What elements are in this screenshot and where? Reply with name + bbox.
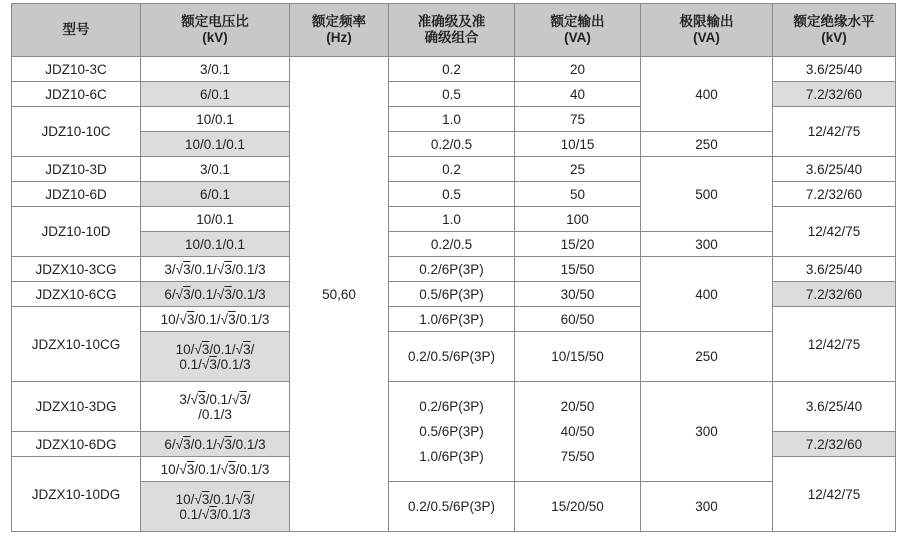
header-insulation: 额定绝缘水平 (kV) bbox=[773, 4, 896, 57]
model-cell: JDZ10-10C bbox=[12, 107, 141, 157]
accuracy-cell: 1.0 bbox=[389, 207, 515, 232]
accuracy-cell: 0.2/6P(3P) 0.5/6P(3P) 1.0/6P(3P) bbox=[389, 382, 515, 482]
header-row bbox=[12, 4, 896, 57]
model-cell: JDZX10-6DG bbox=[12, 432, 141, 457]
table-row bbox=[12, 157, 896, 182]
output-cell: 25 bbox=[515, 157, 641, 182]
output-cell: 60/50 bbox=[515, 307, 641, 332]
insulation-cell: 7.2/32/60 bbox=[773, 82, 896, 107]
accuracy-cell: 1.0 bbox=[389, 107, 515, 132]
model-cell: JDZ10-6C bbox=[12, 82, 141, 107]
accuracy-cell: 0.5/6P(3P) bbox=[389, 282, 515, 307]
model-cell: JDZX10-10CG bbox=[12, 307, 141, 382]
ratio-cell: 6/√3/0.1/√3/0.1/3 bbox=[141, 432, 290, 457]
ratio-cell: 6/√3/0.1/√3/0.1/3 bbox=[141, 282, 290, 307]
model-cell: JDZ10-3D bbox=[12, 157, 141, 182]
ratio-cell: 6/0.1 bbox=[141, 182, 290, 207]
insulation-cell: 12/42/75 bbox=[773, 107, 896, 157]
limit-output-cell: 250 bbox=[641, 332, 773, 382]
insulation-cell: 12/42/75 bbox=[773, 307, 896, 382]
accuracy-cell: 0.5 bbox=[389, 82, 515, 107]
model-cell: JDZ10-10D bbox=[12, 207, 141, 257]
table-row bbox=[12, 132, 896, 157]
limit-output-cell: 400 bbox=[641, 57, 773, 132]
output-cell: 100 bbox=[515, 207, 641, 232]
ratio-cell: 3/0.1 bbox=[141, 157, 290, 182]
table-row bbox=[12, 382, 896, 432]
header-frequency: 额定频率 (Hz) bbox=[290, 4, 389, 57]
model-cell: JDZ10-6D bbox=[12, 182, 141, 207]
table-row bbox=[12, 257, 896, 282]
limit-output-cell: 300 bbox=[641, 382, 773, 482]
output-cell: 15/20/50 bbox=[515, 482, 641, 532]
ratio-cell: 10/√3/0.1/√3/ 0.1/√3/0.1/3 bbox=[141, 482, 290, 532]
table-row bbox=[12, 232, 896, 257]
ratio-cell: 10/√3/0.1/√3/ 0.1/√3/0.1/3 bbox=[141, 332, 290, 382]
accuracy-cell: 0.2/0.5/6P(3P) bbox=[389, 332, 515, 382]
limit-output-cell: 400 bbox=[641, 257, 773, 332]
header-output: 额定输出 (VA) bbox=[515, 4, 641, 57]
ratio-cell: 3/√3/0.1/√3/0.1/3 bbox=[141, 257, 290, 282]
accuracy-cell: 0.2/6P(3P) bbox=[389, 257, 515, 282]
ratio-cell: 10/√3/0.1/√3/0.1/3 bbox=[141, 307, 290, 332]
limit-output-cell: 300 bbox=[641, 232, 773, 257]
accuracy-cell: 0.2 bbox=[389, 157, 515, 182]
limit-output-cell: 300 bbox=[641, 482, 773, 532]
frequency-cell: 50,60 bbox=[290, 57, 389, 532]
ratio-cell: 3/0.1 bbox=[141, 57, 290, 82]
accuracy-cell: 0.2/0.5 bbox=[389, 132, 515, 157]
output-cell: 15/50 bbox=[515, 257, 641, 282]
limit-output-cell: 500 bbox=[641, 157, 773, 232]
table-row bbox=[12, 332, 896, 382]
ratio-cell: 10/0.1/0.1 bbox=[141, 132, 290, 157]
ratio-cell: 10/√3/0.1/√3/0.1/3 bbox=[141, 457, 290, 482]
table-row bbox=[12, 482, 896, 532]
ratio-cell: 10/0.1/0.1 bbox=[141, 232, 290, 257]
insulation-cell: 7.2/32/60 bbox=[773, 282, 896, 307]
output-cell: 50 bbox=[515, 182, 641, 207]
model-cell: JDZX10-3CG bbox=[12, 257, 141, 282]
insulation-cell: 3.6/25/40 bbox=[773, 382, 896, 432]
model-cell: JDZX10-3DG bbox=[12, 382, 141, 432]
accuracy-cell: 0.2 bbox=[389, 57, 515, 82]
limit-output-cell: 250 bbox=[641, 132, 773, 157]
insulation-cell: 12/42/75 bbox=[773, 207, 896, 257]
output-cell: 10/15/50 bbox=[515, 332, 641, 382]
model-cell: JDZX10-6CG bbox=[12, 282, 141, 307]
accuracy-cell: 0.2/0.5/6P(3P) bbox=[389, 482, 515, 532]
spec-table bbox=[11, 3, 896, 532]
output-cell: 10/15 bbox=[515, 132, 641, 157]
insulation-cell: 7.2/32/60 bbox=[773, 182, 896, 207]
header-accuracy: 准确级及准 确级组合 bbox=[389, 4, 515, 57]
output-cell: 40 bbox=[515, 82, 641, 107]
header-model: 型号 bbox=[12, 4, 141, 57]
insulation-cell: 12/42/75 bbox=[773, 457, 896, 532]
accuracy-cell: 0.2/0.5 bbox=[389, 232, 515, 257]
header-ratio: 额定电压比 (kV) bbox=[141, 4, 290, 57]
ratio-cell: 6/0.1 bbox=[141, 82, 290, 107]
insulation-cell: 3.6/25/40 bbox=[773, 157, 896, 182]
model-cell: JDZX10-10DG bbox=[12, 457, 141, 532]
ratio-cell: 10/0.1 bbox=[141, 107, 290, 132]
insulation-cell: 3.6/25/40 bbox=[773, 57, 896, 82]
table-row bbox=[12, 57, 896, 82]
accuracy-cell: 1.0/6P(3P) bbox=[389, 307, 515, 332]
output-cell: 20/50 40/50 75/50 bbox=[515, 382, 641, 482]
output-cell: 30/50 bbox=[515, 282, 641, 307]
insulation-cell: 3.6/25/40 bbox=[773, 257, 896, 282]
model-cell: JDZ10-3C bbox=[12, 57, 141, 82]
output-cell: 20 bbox=[515, 57, 641, 82]
accuracy-cell: 0.5 bbox=[389, 182, 515, 207]
ratio-cell: 3/√3/0.1/√3/ /0.1/3 bbox=[141, 382, 290, 432]
insulation-cell: 7.2/32/60 bbox=[773, 432, 896, 457]
ratio-cell: 10/0.1 bbox=[141, 207, 290, 232]
output-cell: 15/20 bbox=[515, 232, 641, 257]
header-limit-output: 极限输出 (VA) bbox=[641, 4, 773, 57]
output-cell: 75 bbox=[515, 107, 641, 132]
